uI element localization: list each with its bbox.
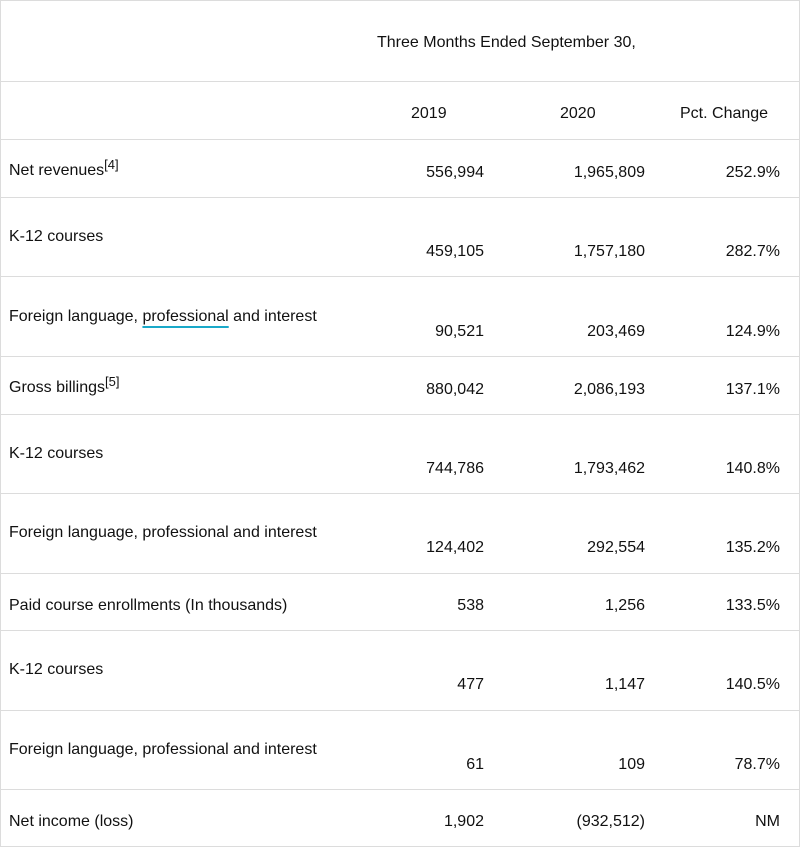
table-row — [1, 574, 799, 631]
value-2020: 292,554 — [587, 539, 645, 556]
row-label: Foreign language, professional and interest — [9, 741, 317, 758]
table-row — [1, 140, 799, 198]
value-2019: 744,786 — [426, 460, 484, 477]
value-2019: 1,902 — [443, 813, 484, 830]
value-2019: 124,402 — [426, 539, 484, 556]
row-label: Gross billings[5] — [9, 374, 120, 396]
value-pct-change: 252.9% — [725, 164, 780, 181]
table-row — [1, 494, 799, 574]
column-header-2019: 2019 — [411, 105, 447, 122]
table-row — [1, 711, 799, 790]
column-header-2020: 2020 — [560, 105, 596, 122]
value-2020: 1,793,462 — [573, 460, 645, 477]
table-row — [1, 415, 799, 494]
value-2019: 538 — [457, 597, 484, 614]
value-pct-change: 124.9% — [725, 323, 780, 340]
value-2020: 1,256 — [604, 597, 645, 614]
footnote-ref: [5] — [105, 374, 120, 389]
value-2020: 1,147 — [604, 676, 645, 693]
header-row-columns — [1, 82, 799, 140]
value-pct-change: 133.5% — [725, 597, 780, 614]
value-pct-change: NM — [755, 813, 780, 830]
period-header: Three Months Ended September 30, — [377, 34, 636, 51]
row-label: Foreign language, professional and interest — [9, 524, 317, 541]
table-row — [1, 631, 799, 711]
table-row — [1, 790, 799, 846]
value-pct-change: 140.8% — [725, 460, 780, 477]
table-row — [1, 198, 799, 277]
value-pct-change: 282.7% — [725, 243, 780, 260]
value-pct-change: 140.5% — [725, 676, 780, 693]
row-label: Foreign language, professional and interest — [9, 308, 317, 325]
value-2019: 880,042 — [426, 381, 484, 398]
value-pct-change: 137.1% — [725, 381, 780, 398]
value-2020: 1,965,809 — [573, 164, 645, 181]
header-row-period — [1, 1, 799, 82]
value-pct-change: 78.7% — [734, 756, 780, 773]
table-row — [1, 357, 799, 415]
footnote-ref: [4] — [104, 157, 119, 172]
value-2020: 2,086,193 — [573, 381, 645, 398]
row-label: Net revenues[4] — [9, 157, 119, 179]
value-2019: 556,994 — [426, 164, 484, 181]
row-label: K-12 courses — [9, 445, 104, 462]
row-label: Net income (loss) — [9, 813, 134, 830]
value-2020: 203,469 — [587, 323, 645, 340]
value-2020: (932,512) — [576, 813, 645, 830]
value-2019: 477 — [457, 676, 484, 693]
value-2020: 109 — [618, 756, 645, 773]
column-header-pct-change: Pct. Change — [680, 105, 769, 122]
table-row — [1, 277, 799, 357]
row-label: K-12 courses — [9, 661, 104, 678]
row-label: K-12 courses — [9, 228, 104, 245]
value-2019: 90,521 — [435, 323, 484, 340]
value-pct-change: 135.2% — [725, 539, 780, 556]
row-label: Paid course enrollments (In thousands) — [9, 597, 288, 614]
value-2019: 61 — [466, 756, 484, 773]
value-2020: 1,757,180 — [573, 243, 645, 260]
highlighted-term: professional — [142, 308, 229, 325]
value-2019: 459,105 — [426, 243, 484, 260]
